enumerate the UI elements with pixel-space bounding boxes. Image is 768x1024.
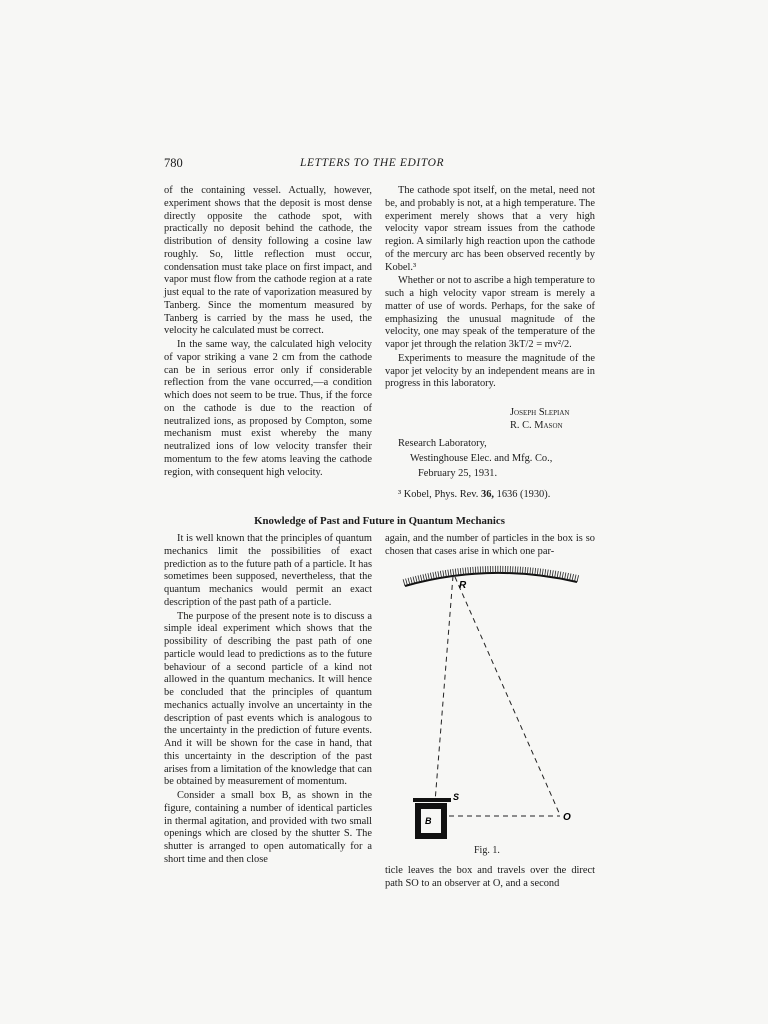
hatch-mark — [465, 568, 466, 575]
hatch-mark — [418, 575, 420, 582]
hatch-mark — [542, 569, 543, 576]
letter2-column-right-bottom — [385, 865, 595, 891]
paragraph: of the containing vessel. Actually, however, experiment shows that the deposit is most dense directly opposite the cathode spot, with practically no deposit behind the cathode, the distribution of density following a cosine law roughly. So, little reflection must occur, condensation must take place on first impact, and vapor must flow from the cathode region at a rate just equal to the rate of vaporization measured by Tanberg. Since the momentum measured by Tanberg is carried by the mass he used, the velocity he calculated must be correct. — [164, 185, 372, 337]
hatch-mark — [562, 572, 563, 579]
hatch-mark — [545, 569, 546, 576]
footnote-rest: 1636 (1930). — [496, 489, 551, 500]
hatch-mark — [470, 567, 471, 574]
hatch-mark — [428, 573, 429, 580]
hatch-mark — [415, 576, 417, 583]
hatch-mark — [420, 575, 422, 582]
letter2-column-right-top — [385, 533, 595, 559]
footnote-text: Kobel, Phys. Rev. — [403, 489, 479, 500]
article-title: Knowledge of Past and Future in Quantum Mechanics — [254, 515, 505, 527]
hatch-mark — [445, 570, 446, 577]
hatch-mark — [535, 568, 536, 575]
hatch-mark — [473, 567, 474, 574]
paragraph: The cathode spot itself, on the metal, need not be, and probably is not, at a high temperature. The experiment merely shows that a very high velocity vapor stream issues from the cathode region. A similarly high reaction upon the cathode of the mercury arc has been observed recently by Kobel.³ — [385, 185, 595, 273]
author-signature: R. C. Mason — [510, 420, 563, 431]
hatch-mark — [567, 573, 568, 580]
hatch-mark — [552, 570, 553, 577]
paragraph: again, and the number of particles in the box is so chosen that cases arise in which one par- — [385, 533, 595, 557]
hatch-mark — [448, 570, 449, 577]
paragraph: In the same way, the calculated high velocity of vapor striking a vane 2 cm from the cathode can be in serious error only if considerable reflection from the vane occurred,—a condition which does not seem to be true. Thus, if the force on the cathode is due to the reaction of neutralized ions, as proposed by Compton, some mechanism must exist whereby the many neutralized ions of low velocity transfer their momentum to the few atoms leaving the cathode region, with consequent high velocity. — [164, 339, 372, 478]
label-B: B — [425, 816, 432, 826]
hatch-mark — [453, 569, 454, 576]
affiliation-line: Westinghouse Elec. and Mfg. Co., — [410, 453, 553, 464]
hatch-mark — [560, 572, 561, 579]
hatch-mark — [408, 578, 410, 585]
figure-1 — [385, 560, 595, 850]
label-R: R — [459, 580, 467, 591]
hatch-mark — [530, 567, 531, 574]
figure-caption: Fig. 1. — [474, 845, 500, 856]
hatch-mark — [557, 571, 558, 578]
paragraph: Consider a small box B, as shown in the figure, containing a number of identical particles in thermal agitation, and provided with two small openings which are closed by the shutter S. The shutter is arranged to open automatically for a short time and then close — [164, 790, 372, 865]
letter1-column-left — [164, 185, 372, 479]
footnote — [398, 489, 550, 500]
paragraph: Whether or not to ascribe a high temperature to such a high velocity vapor stream is merely a matter of use of words. Perhaps, for the sake of emphasizing the unusual magnitude of the velocity, one may speak of the temperature of the vapor jet through the relation 3kT/2 = mv²/2. — [385, 275, 595, 350]
hatch-mark — [540, 569, 541, 576]
hatch-mark — [468, 567, 469, 574]
hatch-mark — [572, 574, 573, 581]
reflector-hatching — [403, 566, 578, 586]
hatch-mark — [413, 577, 415, 584]
hatch-mark — [555, 571, 556, 578]
hatch-mark — [430, 573, 431, 580]
hatch-mark — [460, 568, 461, 575]
paragraph: Experiments to measure the magnitude of the vapor jet velocity by an independent means are in progress in this laboratory. — [385, 352, 595, 390]
hatch-mark — [450, 569, 451, 576]
hatch-mark — [565, 572, 566, 579]
hatch-mark — [423, 574, 425, 581]
paragraph: The purpose of the present note is to discuss a simple ideal experiment which shows that the possibility of describing the past path of one particle would lead to predictions as to the future behaviour of a second particle of a kind not allowed in the quantum mechanics. It will hence be concluded that the principles of quantum mechanics actually involve an uncertainty in the description of past events which is analogous to the uncertainty in the prediction of future events. And it will be shown for the case in hand, that this uncertainty in the description of the past arises from a limitation of the knowledge that can be obtained by measurement of momentum. — [164, 610, 372, 788]
hatch-mark — [527, 567, 528, 574]
affiliation-line: Research Laboratory, — [398, 438, 487, 449]
path-reflector-to-box — [435, 576, 453, 802]
letter1-column-right — [385, 185, 595, 391]
author-signature: Joseph Slepian — [510, 407, 570, 418]
hatch-mark — [443, 570, 444, 577]
paragraph: It is well known that the principles of quantum mechanics limit the possibilities of exact prediction as to the future path of a particle. It has sometimes been supposed, nevertheless, that the quantum mechanics would permit an exact description of the past path of a particle. — [164, 533, 372, 608]
shutter-S — [413, 798, 451, 802]
hatch-mark — [458, 568, 459, 575]
hatch-mark — [425, 574, 426, 581]
page-number: 780 — [164, 156, 183, 170]
hatch-mark — [438, 571, 439, 578]
date-line: February 25, 1931. — [418, 468, 498, 479]
hatch-mark — [547, 570, 548, 577]
hatch-mark — [570, 574, 571, 581]
hatch-mark — [433, 572, 434, 579]
hatch-mark — [537, 568, 538, 575]
path-reflector-to-observer — [455, 577, 560, 815]
hatch-mark — [403, 579, 405, 586]
hatch-mark — [575, 575, 577, 582]
hatch-mark — [532, 568, 533, 575]
label-S: S — [453, 792, 460, 802]
letter2-column-left — [164, 533, 372, 867]
hatch-mark — [577, 575, 579, 582]
hatch-mark — [550, 570, 551, 577]
hatch-mark — [435, 572, 436, 579]
footnote-marker: ³ — [398, 489, 402, 500]
hatch-mark — [463, 568, 464, 575]
running-title: LETTERS TO THE EDITOR — [300, 157, 445, 169]
hatch-mark — [440, 571, 441, 578]
footnote-volume: 36, — [481, 489, 495, 500]
label-O: O — [563, 812, 571, 823]
hatch-mark — [455, 569, 456, 576]
hatch-mark — [406, 579, 408, 586]
hatch-mark — [525, 567, 526, 574]
paragraph: ticle leaves the box and travels over the direct path SO to an observer at O, and a second — [385, 865, 595, 889]
hatch-mark — [411, 577, 413, 584]
